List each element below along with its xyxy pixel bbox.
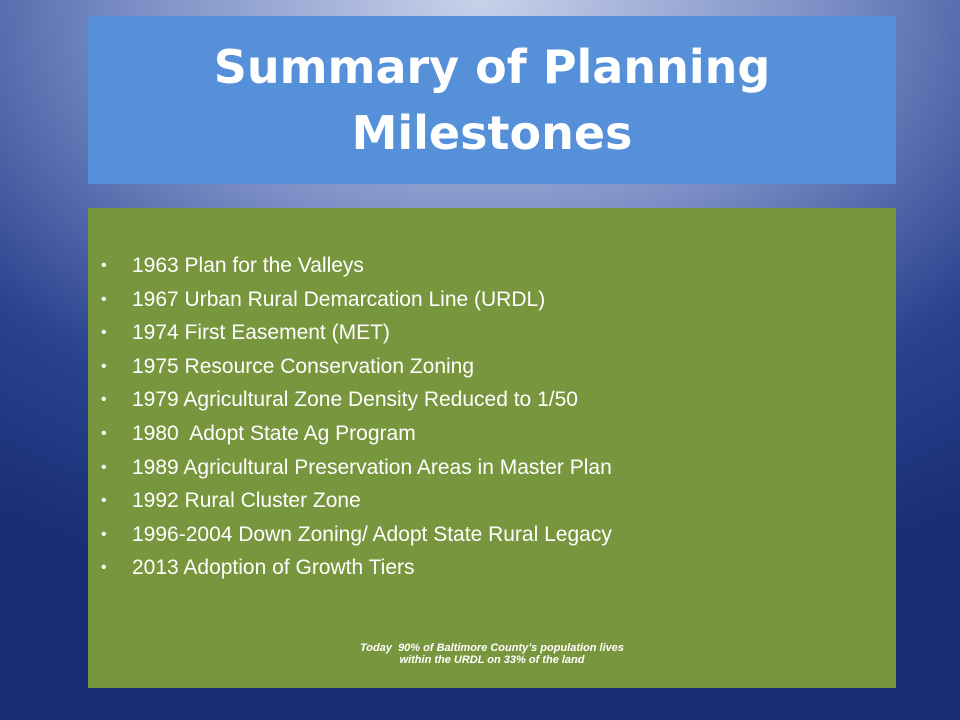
- bullet-icon: •: [101, 257, 107, 274]
- bullet-icon: •: [101, 458, 107, 476]
- bullet-icon: •: [101, 391, 107, 409]
- slide-title: Summary of Planning Milestones: [213, 40, 771, 160]
- milestone-item: [88, 551, 896, 585]
- milestone-item: [88, 249, 896, 283]
- bullet-icon: •: [101, 559, 107, 577]
- milestone-item: [88, 518, 896, 552]
- milestone-list: [88, 249, 896, 585]
- bullet-icon: •: [101, 525, 107, 543]
- milestone-item: [88, 350, 896, 384]
- milestone-text: 1963 Plan for the Valleys: [132, 254, 364, 277]
- milestone-text: 2013 Adoption of Growth Tiers: [132, 556, 415, 580]
- milestone-item: [88, 451, 896, 485]
- milestone-text: 1975 Resource Conservation Zoning: [132, 354, 475, 378]
- milestone-text: 1974 First Easement (MET): [132, 321, 390, 345]
- footnote-line: within the URDL on 33% of the land: [399, 654, 585, 666]
- milestone-text: 1979 Agricultural Zone Density Reduced to 1/50: [132, 388, 578, 412]
- footnote-line: Today 90% of Baltimore County’s population lives: [359, 642, 625, 654]
- milestone-text: 1967 Urban Rural Demarcation Line (URDL): [132, 287, 546, 311]
- bullet-icon: •: [101, 492, 107, 510]
- milestone-text: 1996-2004 Down Zoning/ Adopt State Rural Legacy: [132, 522, 612, 546]
- bullet-icon: •: [101, 424, 107, 442]
- milestone-text: 1992 Rural Cluster Zone: [132, 489, 361, 513]
- milestone-item: [88, 283, 896, 317]
- milestone-item: [88, 383, 896, 417]
- bullet-icon: •: [101, 324, 107, 342]
- title-box: [88, 16, 896, 184]
- milestone-item: [88, 316, 896, 350]
- bullet-icon: •: [101, 290, 107, 308]
- milestone-text: 1980 Adopt State Ag Program: [132, 421, 416, 445]
- content-box: [88, 208, 896, 688]
- bullet-icon: •: [101, 357, 107, 375]
- milestone-text: 1989 Agricultural Preservation Areas in Master Plan: [132, 455, 612, 479]
- milestone-item: [88, 417, 896, 451]
- milestone-item: [88, 484, 896, 518]
- footnote: [88, 642, 896, 666]
